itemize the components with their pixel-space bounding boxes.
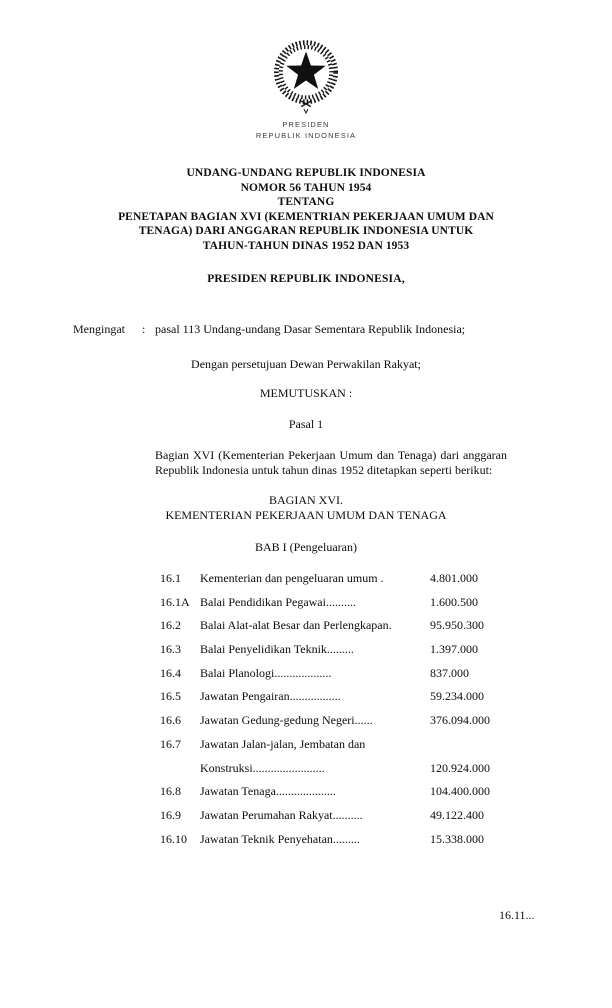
pasal-1-body: Bagian XVI (Kementerian Pekerjaan Umum dan Tenaga) dari anggaran Republik Indonesia untuk tahun dinas 1952 ditetapkan seperti berikut: <box>155 448 507 477</box>
budget-row-label: Jawatan Pengairan................. <box>200 689 341 704</box>
seal-org-line2: REPUBLIK INDONESIA <box>255 130 357 140</box>
law-title-line: TENTANG <box>277 196 335 208</box>
budget-row-number: 16.3 <box>160 642 181 657</box>
page-continuation-marker: 16.11... <box>499 908 535 922</box>
seal-caption <box>0 120 612 141</box>
budget-row <box>160 808 612 832</box>
budget-row-amount: 4.801.000 <box>430 571 478 585</box>
budget-row <box>160 595 612 619</box>
budget-row-label: Kementerian dan pengeluaran umum . <box>200 571 384 585</box>
pasal-1-heading: Pasal 1 <box>288 417 324 431</box>
budget-row-amount: 120.924.000 <box>430 760 490 775</box>
budget-row-amount: 49.122.400 <box>430 807 484 822</box>
budget-row <box>160 666 612 690</box>
budget-row-label: Balai Penyelidikan Teknik......... <box>200 642 354 657</box>
budget-row-label: Jawatan Teknik Penyehatan......... <box>200 831 360 846</box>
budget-row-label: Balai Alat-alat Besar dan Perlengkapan. <box>200 618 392 633</box>
budget-row-amount: 15.338.000 <box>430 831 484 846</box>
budget-row-number: 16.9 <box>160 807 181 822</box>
law-title-line: PENETAPAN BAGIAN XVI (KEMENTRIAN PEKERJAAN UMUM DAN <box>118 210 494 223</box>
law-title-line: NOMOR 56 TAHUN 1954 <box>240 181 372 194</box>
considerans-row <box>73 322 612 337</box>
budget-row-label: Balai Pendidikan Pegawai.......... <box>200 594 356 609</box>
budget-row-number: 16.6 <box>160 713 181 728</box>
memutuskan-heading: MEMUTUSKAN : <box>259 386 353 400</box>
budget-row-number: 16.1A <box>160 594 190 609</box>
seal-org-line1: PRESIDEN <box>282 120 330 129</box>
law-title-line: UNDANG-UNDANG REPUBLIK INDONESIA <box>186 167 426 179</box>
budget-row-number: 16.1 <box>160 571 181 585</box>
bagian-heading-line1: BAGIAN XVI. <box>269 493 343 507</box>
budget-row <box>160 689 612 713</box>
seal-ribbon <box>301 101 311 113</box>
seal-block <box>0 0 612 141</box>
budget-row-label: Jawatan Jalan-jalan, Jembatan dan <box>200 736 366 751</box>
budget-row-amount: 59.234.000 <box>430 689 484 704</box>
bagian-heading-line2: KEMENTERIAN PEKERJAAN UMUM DAN TENAGA <box>165 507 447 522</box>
budget-row-label: Balai Planologi................... <box>200 665 332 680</box>
budget-row-amount: 95.950.300 <box>430 618 484 633</box>
budget-row-amount: 1.397.000 <box>430 642 478 657</box>
budget-row-number: 16.10 <box>160 831 187 846</box>
budget-row <box>160 737 612 761</box>
law-title-line: TAHUN-TAHUN DINAS 1952 DAN 1953 <box>202 239 410 252</box>
budget-row <box>160 761 612 785</box>
budget-row-amount: 104.400.000 <box>430 784 490 799</box>
bab-heading: BAB I (Pengeluaran) <box>255 540 357 554</box>
law-title <box>0 166 612 253</box>
budget-row-number: 16.2 <box>160 618 181 633</box>
budget-row <box>160 832 612 856</box>
budget-row <box>160 642 612 666</box>
budget-row <box>160 618 612 642</box>
presidential-star-wreath-seal-icon <box>264 37 348 117</box>
budget-row-label: Jawatan Gedung-gedung Negeri...... <box>200 713 373 728</box>
budget-row <box>160 713 612 737</box>
agreement-line: Dengan persetujuan Dewan Perwakilan Rakyat; <box>191 357 421 371</box>
budget-row-amount: 1.600.500 <box>430 594 478 609</box>
considerans-label: Mengingat <box>73 322 125 336</box>
budget-row <box>160 784 612 808</box>
budget-row-amount: 376.094.000 <box>430 713 490 728</box>
budget-row-label: Jawatan Tenaga.................... <box>200 784 336 799</box>
presiden-heading: PRESIDEN REPUBLIK INDONESIA, <box>207 273 405 285</box>
law-title-line: TENAGA) DARI ANGGARAN REPUBLIK INDONESIA UNTUK <box>138 225 474 237</box>
considerans-separator: : <box>142 322 146 336</box>
budget-row <box>160 571 612 595</box>
bagian-heading <box>0 493 612 522</box>
budget-row-number: 16.7 <box>160 736 181 751</box>
budget-row-amount: 837.000 <box>430 665 469 680</box>
budget-row-label: Konstruksi........................ <box>200 760 325 775</box>
budget-row-number: 16.5 <box>160 689 181 704</box>
seal-star <box>286 51 326 89</box>
considerans-text: pasal 113 Undang-undang Dasar Sementara Republik Indonesia; <box>155 322 466 336</box>
budget-row-label: Jawatan Perumahan Rakyat.......... <box>200 807 363 822</box>
budget-table <box>160 571 612 855</box>
budget-row-number: 16.8 <box>160 784 181 799</box>
budget-row-number: 16.4 <box>160 665 181 680</box>
